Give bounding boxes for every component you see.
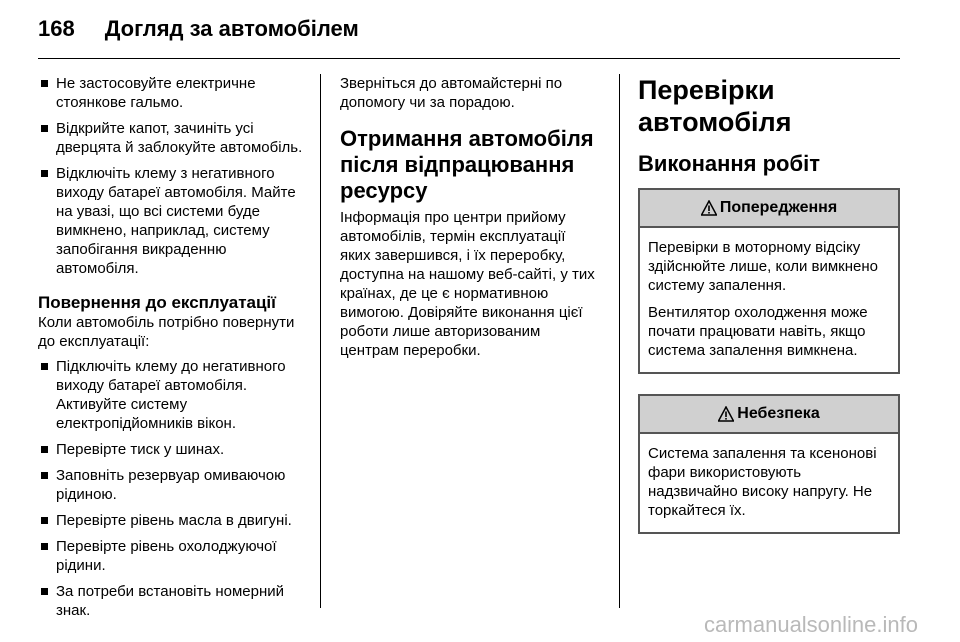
bullet-list-return <box>38 357 308 620</box>
danger-box <box>638 394 900 534</box>
list-item: Перевірте рівень охолоджуючої рідини. <box>38 537 308 575</box>
warning-triangle-icon <box>701 200 717 216</box>
warning-box-title: Попередження <box>719 199 838 216</box>
warning-paragraph: Вентилятор охолодження може почати працювати навіть, якщо система запалення вимкнена. <box>648 304 868 359</box>
list-item: Перевірте тиск у шинах. <box>38 440 308 459</box>
bullet-list-storage <box>38 74 308 278</box>
column-divider <box>619 74 620 608</box>
header-rule <box>38 58 900 59</box>
column-middle <box>340 74 600 360</box>
section-title: Перевірки автомобіля <box>638 75 792 137</box>
list-item: Підключіть клему до негативного виходу батареї автомобіля. Активуйте систему електропідйомників вікон. <box>38 357 308 433</box>
section-heading: Отримання автомобіля після відпрацювання ресурсу <box>340 126 594 203</box>
danger-box-title: Небезпека <box>737 405 820 422</box>
list-item: Не застосовуйте електричне стоянкове гальмо. <box>38 74 308 112</box>
chapter-title: Догляд за автомобілем <box>104 16 359 41</box>
warning-paragraph: Перевірки в моторному відсіку здійснюйте лише, коли вимкнено систему запалення. <box>648 239 878 294</box>
danger-paragraph: Система запалення та ксенонові фари використовують надзвичайно високу напругу. Не торкайтеся їх. <box>648 445 877 519</box>
warning-box-body <box>640 228 898 372</box>
warning-box <box>638 188 900 374</box>
warning-box-header <box>640 190 898 228</box>
list-item: Відкрийте капот, зачиніть усі дверцята й заблокуйте автомобіль. <box>38 119 308 157</box>
danger-box-body <box>640 434 898 532</box>
warning-triangle-icon <box>718 406 734 422</box>
page-number: 168 <box>38 16 75 41</box>
column-divider <box>320 74 321 608</box>
page-header <box>38 16 359 48</box>
body-paragraph: Інформація про центри прийому автомобілів, термін експлуатації яких завершився, і їх переробку, доступна на нашому веб-сайті, у тих країнах, де це є нормативною вимогою. Довіряйте виконання цієї роботи лише авторизованим центрам переробки. <box>340 209 595 359</box>
list-item: За потреби встановіть номерний знак. <box>38 582 308 620</box>
list-item: Заповніть резервуар омиваючою рідиною. <box>38 466 308 504</box>
intro-paragraph: Зверніться до автомайстерні по допомогу чи за порадою. <box>340 75 563 111</box>
section-heading: Повернення до експлуатації <box>38 293 276 312</box>
list-item: Відключіть клему з негативного виходу батареї автомобіля. Майте на увазі, що всі системи буде вимкнено, наприклад, систему запобігання викраденню автомобіля. <box>38 164 308 278</box>
section-subtitle: Виконання робіт <box>638 151 820 176</box>
list-item: Перевірте рівень масла в двигуні. <box>38 511 308 530</box>
section-intro: Коли автомобіль потрібно повернути до експлуатації: <box>38 314 295 350</box>
watermark: carmanualsonline.info <box>703 612 918 637</box>
danger-box-header <box>640 396 898 434</box>
column-right <box>638 74 900 554</box>
column-left <box>38 74 308 627</box>
